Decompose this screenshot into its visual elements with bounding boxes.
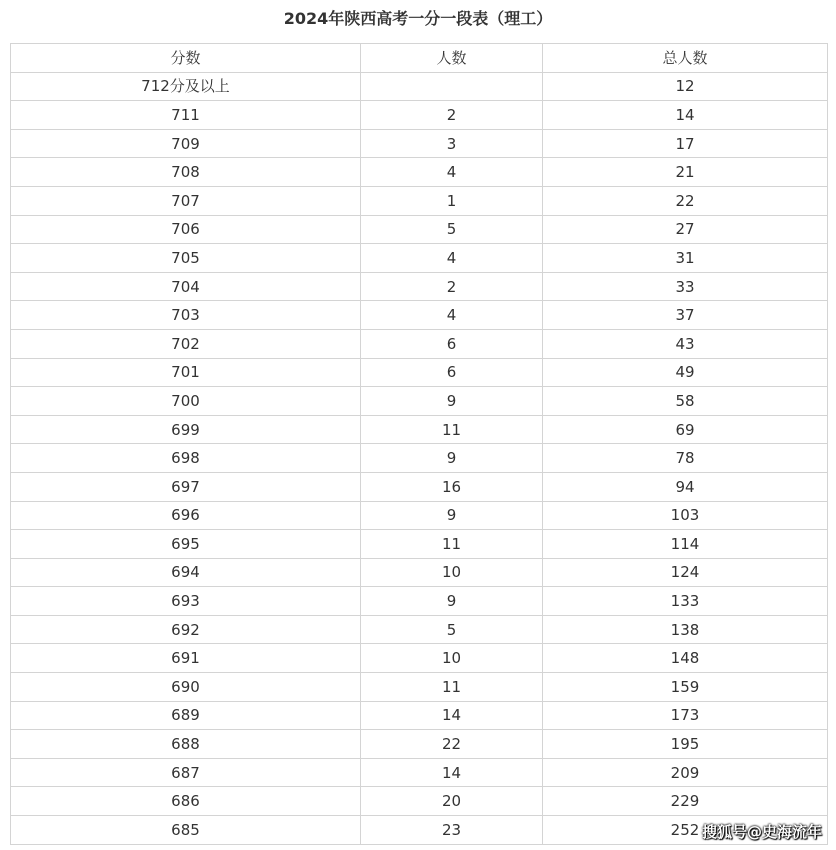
header-cumulative: 总人数 [543, 44, 828, 73]
page-title: 2024年陕西高考一分一段表（理工） [283, 9, 553, 28]
cell-cumulative: 209 [543, 758, 828, 787]
cell-score: 711 [11, 101, 361, 130]
cell-cumulative: 49 [543, 358, 828, 387]
cell-cumulative: 138 [543, 615, 828, 644]
cell-count: 3 [361, 129, 543, 158]
cell-score: 689 [11, 701, 361, 730]
cell-score: 709 [11, 129, 361, 158]
cell-count: 9 [361, 444, 543, 473]
table-row [11, 358, 828, 387]
cell-score: 686 [11, 787, 361, 816]
cell-score: 704 [11, 272, 361, 301]
cell-score: 696 [11, 501, 361, 530]
cell-count: 10 [361, 644, 543, 673]
watermark: 搜狐号@史海流年 [701, 823, 822, 841]
cell-cumulative: 124 [543, 558, 828, 587]
table-row [11, 730, 828, 759]
table-row [11, 558, 828, 587]
cell-count: 9 [361, 501, 543, 530]
table-row [11, 158, 828, 187]
cell-cumulative: 173 [543, 701, 828, 730]
table-header-row [11, 44, 828, 73]
cell-score: 693 [11, 587, 361, 616]
table-row [11, 186, 828, 215]
cell-score: 699 [11, 415, 361, 444]
table-row [11, 587, 828, 616]
cell-cumulative: 133 [543, 587, 828, 616]
cell-count: 23 [361, 816, 543, 845]
cell-count: 6 [361, 329, 543, 358]
table-row [11, 301, 828, 330]
table-row [11, 472, 828, 501]
table-row [11, 244, 828, 273]
cell-count: 6 [361, 358, 543, 387]
cell-count: 22 [361, 730, 543, 759]
cell-count: 4 [361, 158, 543, 187]
cell-cumulative: 114 [543, 530, 828, 559]
cell-count: 9 [361, 387, 543, 416]
cell-count: 5 [361, 615, 543, 644]
cell-count: 1 [361, 186, 543, 215]
table-row [11, 129, 828, 158]
cell-cumulative: 17 [543, 129, 828, 158]
cell-cumulative: 14 [543, 101, 828, 130]
cell-cumulative: 43 [543, 329, 828, 358]
cell-score: 692 [11, 615, 361, 644]
cell-count: 20 [361, 787, 543, 816]
table-body [11, 72, 828, 844]
cell-cumulative: 94 [543, 472, 828, 501]
cell-score: 691 [11, 644, 361, 673]
cell-count: 2 [361, 101, 543, 130]
table-row [11, 615, 828, 644]
table-row [11, 329, 828, 358]
cell-count: 4 [361, 301, 543, 330]
cell-count: 14 [361, 701, 543, 730]
table-row [11, 272, 828, 301]
table-row [11, 444, 828, 473]
table-row [11, 501, 828, 530]
table-row [11, 787, 828, 816]
table-row [11, 644, 828, 673]
cell-cumulative: 37 [543, 301, 828, 330]
cell-count: 14 [361, 758, 543, 787]
cell-score: 697 [11, 472, 361, 501]
cell-count: 4 [361, 244, 543, 273]
cell-cumulative: 148 [543, 644, 828, 673]
header-count: 人数 [361, 44, 543, 73]
cell-score: 703 [11, 301, 361, 330]
table-row [11, 673, 828, 702]
cell-count: 10 [361, 558, 543, 587]
cell-cumulative: 27 [543, 215, 828, 244]
cell-score: 707 [11, 186, 361, 215]
table-row [11, 215, 828, 244]
cell-score: 698 [11, 444, 361, 473]
cell-cumulative: 78 [543, 444, 828, 473]
header-score: 分数 [11, 44, 361, 73]
table-row [11, 101, 828, 130]
cell-count: 11 [361, 530, 543, 559]
cell-score: 700 [11, 387, 361, 416]
cell-score: 695 [11, 530, 361, 559]
cell-cumulative: 69 [543, 415, 828, 444]
cell-score: 685 [11, 816, 361, 845]
cell-score: 690 [11, 673, 361, 702]
cell-count: 2 [361, 272, 543, 301]
cell-cumulative: 103 [543, 501, 828, 530]
cell-cumulative: 195 [543, 730, 828, 759]
cell-cumulative: 252 [543, 816, 828, 845]
table-row [11, 72, 828, 101]
cell-score: 712分及以上 [11, 72, 361, 101]
cell-count: 11 [361, 415, 543, 444]
cell-cumulative: 21 [543, 158, 828, 187]
cell-score: 701 [11, 358, 361, 387]
cell-cumulative: 58 [543, 387, 828, 416]
table-row [11, 758, 828, 787]
score-distribution-table [10, 43, 828, 845]
cell-score: 688 [11, 730, 361, 759]
table-row [11, 387, 828, 416]
table-row [11, 530, 828, 559]
cell-score: 687 [11, 758, 361, 787]
cell-score: 708 [11, 158, 361, 187]
cell-count [361, 72, 543, 101]
cell-cumulative: 33 [543, 272, 828, 301]
cell-count: 5 [361, 215, 543, 244]
table-row [11, 415, 828, 444]
cell-score: 706 [11, 215, 361, 244]
cell-score: 705 [11, 244, 361, 273]
cell-cumulative: 229 [543, 787, 828, 816]
cell-count: 11 [361, 673, 543, 702]
cell-cumulative: 12 [543, 72, 828, 101]
cell-score: 694 [11, 558, 361, 587]
cell-score: 702 [11, 329, 361, 358]
cell-cumulative: 159 [543, 673, 828, 702]
cell-count: 16 [361, 472, 543, 501]
cell-cumulative: 31 [543, 244, 828, 273]
cell-count: 9 [361, 587, 543, 616]
cell-cumulative: 22 [543, 186, 828, 215]
table-row [11, 701, 828, 730]
